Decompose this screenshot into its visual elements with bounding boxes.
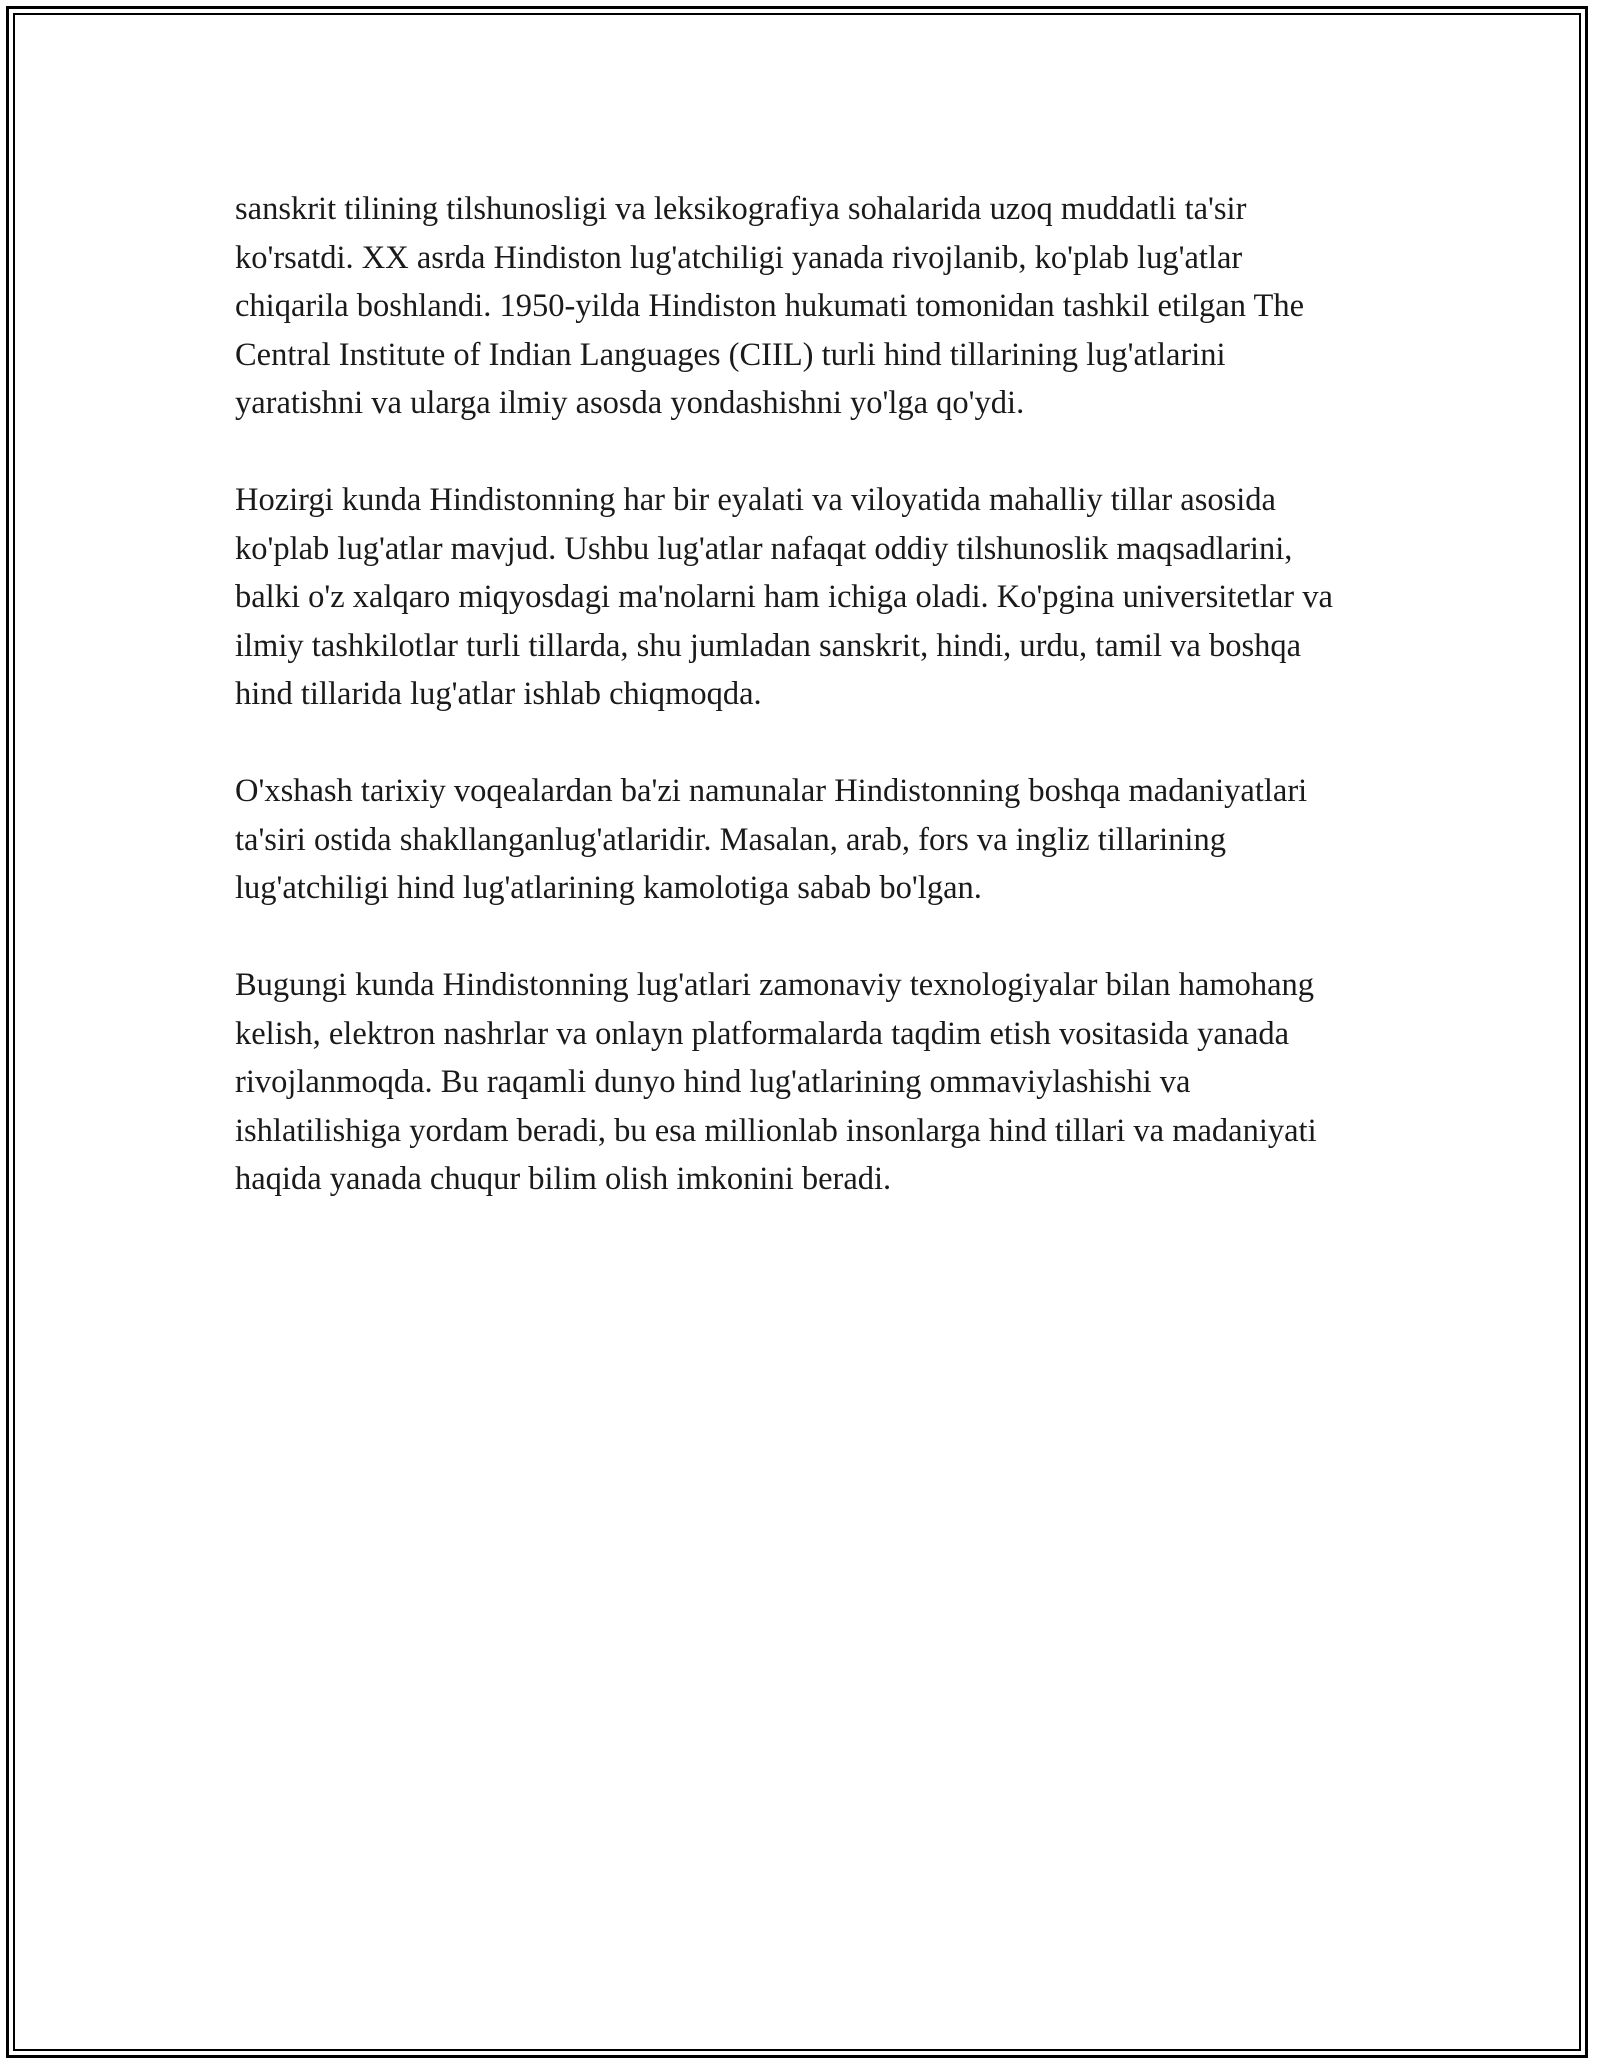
paragraph-3: O'xshash tarixiy voqealardan ba'zi namunalar Hindistonning boshqa madaniyatlari ta'siri ostida shakllanganlug'atlaridir. Masalan, arab, fors va ingliz tillarining lug'atchiligi hind lug'atlarining kamolotiga sabab bo'lgan. <box>235 773 1308 906</box>
document-body <box>235 185 1345 1252</box>
paragraph-1: sanskrit tilining tilshunosligi va leksikografiya sohalarida uzoq muddatli ta'sir ko'rsatdi. XX asrda Hindiston lug'atchiligi yanada rivojlanib, ko'plab lug'atlar chiqarila boshlandi. 1950-yilda Hindiston hukumati tomonidan tashkil etilgan The Central Institute of Indian Languages (CIIL) turli hind tillarining lug'atlarini yaratishni va ularga ilmiy asosda yondashishni yo'lga qo'ydi. <box>235 191 1305 421</box>
paragraph-2: Hozirgi kunda Hindistonning har bir eyalati va viloyatida mahalliy tillar asosida ko'plab lug'atlar mavjud. Ushbu lug'atlar nafaqat oddiy tilshunoslik maqsadlarini, balki o'z xalqaro miqyosdagi ma'nolarni ham ichiga oladi. Ko'pgina universitetlar va ilmiy tashkilotlar turli tillarda, shu jumladan sanskrit, hindi, urdu, tamil va boshqa hind tillarida lug'atlar ishlab chiqmoqda. <box>235 482 1333 712</box>
paragraph-4: Bugungi kunda Hindistonning lug'atlari zamonaviy texnologiyalar bilan hamohang kelish, elektron nashrlar va onlayn platformalarda taqdim etish vositasida yanada rivojlanmoqda. Bu raqamli dunyo hind lug'atlarining ommaviylashishi va ishlatilishiga yordam beradi, bu esa millionlab insonlarga hind tillari va madaniyati haqida yanada chuqur bilim olish imkonini beradi. <box>235 967 1317 1197</box>
